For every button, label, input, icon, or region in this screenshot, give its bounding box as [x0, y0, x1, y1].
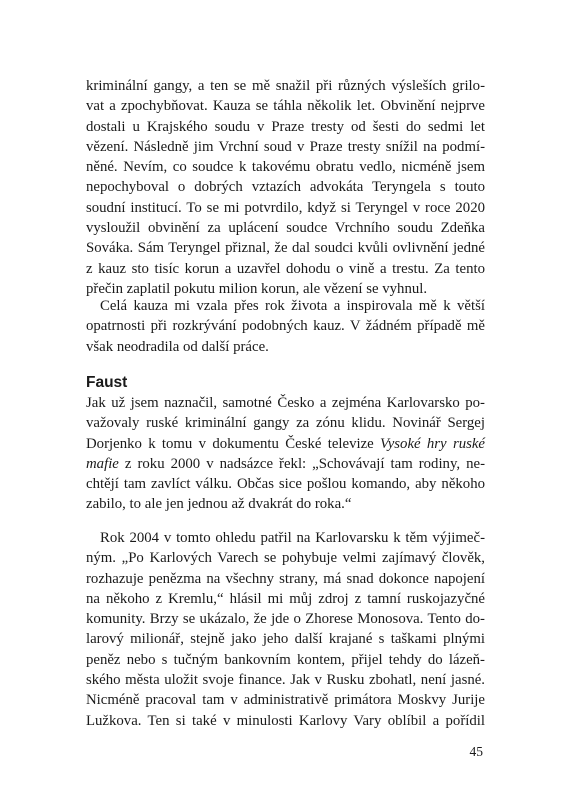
text-line: kriminální gangy, a ten se mě snažil při různých výsleších grilo- [86, 78, 485, 94]
text-line: Nicméně pracoval tam v administrativě primátora Moskvy Jurije [86, 692, 485, 709]
film-title-italic: Vysoké hry ruské [380, 435, 485, 452]
text-line: peněz nebo s tučným bankovním kontem, přijel tehdy do lázeň- [86, 651, 485, 668]
text-line: važovaly ruské kriminální gangy za zónu klidu. Novinář Sergej [86, 415, 485, 432]
paragraph-two [86, 296, 485, 357]
film-title-italic: mafie [86, 455, 119, 472]
paragraph [86, 76, 485, 299]
text-line: Lužkova. Ten si také v minulosti Karlovy Vary oblíbil a pořídil [86, 712, 485, 729]
text-line: vězení. Následně jim Vrchní soud v Praze tresty snížil na podmí- [86, 138, 485, 155]
text-line: ského města uložit svoje finance. Jak v Rusku zbohatl, není jasné. [86, 672, 485, 689]
text-line: něné. Nevím, co soudce k takovému obratu vedlo, nicméně jsem [86, 159, 485, 176]
text-line: soudní institucí. To se mi potvrdilo, když si Teryngel v roce 2020 [86, 199, 485, 216]
paragraph-three [86, 393, 485, 515]
text-line: z kauz sto tisíc korun a uzavřel dohodu o vině a trestu. Za tento [86, 260, 485, 277]
text-line: přečin zaplatil pokutu milion korun, ale vězení se vyhnul. [86, 280, 428, 297]
paragraph [86, 296, 485, 357]
paragraph [86, 393, 485, 515]
text-line: vysloužil obvinění za uplácení soudce Vrchního soudu Zdeňka [86, 220, 485, 237]
text-line: Sováka. Sám Teryngel přiznal, že dal soudci kvůli ovlivnění jedné [86, 240, 485, 257]
text-line: Rok 2004 v tomto ohledu patřil na Karlovarsku k těm výjimeč- [100, 530, 485, 546]
text-line: opatrnosti při rozkrývání podobných kauz. V žádném případě mě [86, 318, 485, 335]
text-run: z roku 2000 v nadsázce řekl: „Schovávají tam rodiny, ne- [118, 455, 485, 472]
text-line: na někoho z Kremlu,“ hlásil mi můj zdroj z tamní ruskojazyčné [86, 590, 485, 607]
page-number: 45 [469, 744, 483, 759]
paragraph [86, 528, 485, 731]
text-line: nepochyboval o dobrých vztazích advokáta Teryngela s touto [86, 179, 485, 196]
section-heading: Faust [86, 374, 128, 391]
text-line: zabilo, to ale jen jednou až dvakrát do roka.“ [86, 496, 352, 513]
text-line: Celá kauza mi vzala přes rok života a inspirovala mě k větší [100, 298, 485, 314]
text-line: komunity. Brzy se ukázalo, že jde o Zhorese Monosova. Tento do- [86, 611, 485, 628]
text-line: ným. „Po Karlových Varech se pohybuje velmi zajímavý člověk, [86, 550, 485, 567]
paragraph-four [86, 528, 485, 731]
text-line: Jak už jsem naznačil, samotné Česko a zejména Karlovarsko po- [86, 395, 485, 411]
text-line: však neodradila od další práce. [86, 338, 269, 355]
text-line [86, 434, 485, 454]
text-line: rozhazuje penězma na všechny strany, má snad dokonce napojení [86, 570, 485, 587]
text-line: chtějí tam zavlíct válku. Občas sice pošlou komando, aby někoho [86, 476, 485, 493]
text-line: vat a zpochybňovat. Kauza se táhla několik let. Obvinění nejprve [86, 98, 485, 115]
text-line: dostali u Krajského soudu v Praze tresty od šesti do sedmi let [86, 118, 485, 135]
paragraph-continued [86, 76, 485, 299]
text-line [86, 454, 485, 474]
text-line: larový milionář, stejně jako jeho další krajané s taškami plnými [86, 631, 485, 648]
text-run: Dorjenko k tomu v dokumentu České televize [86, 435, 381, 452]
